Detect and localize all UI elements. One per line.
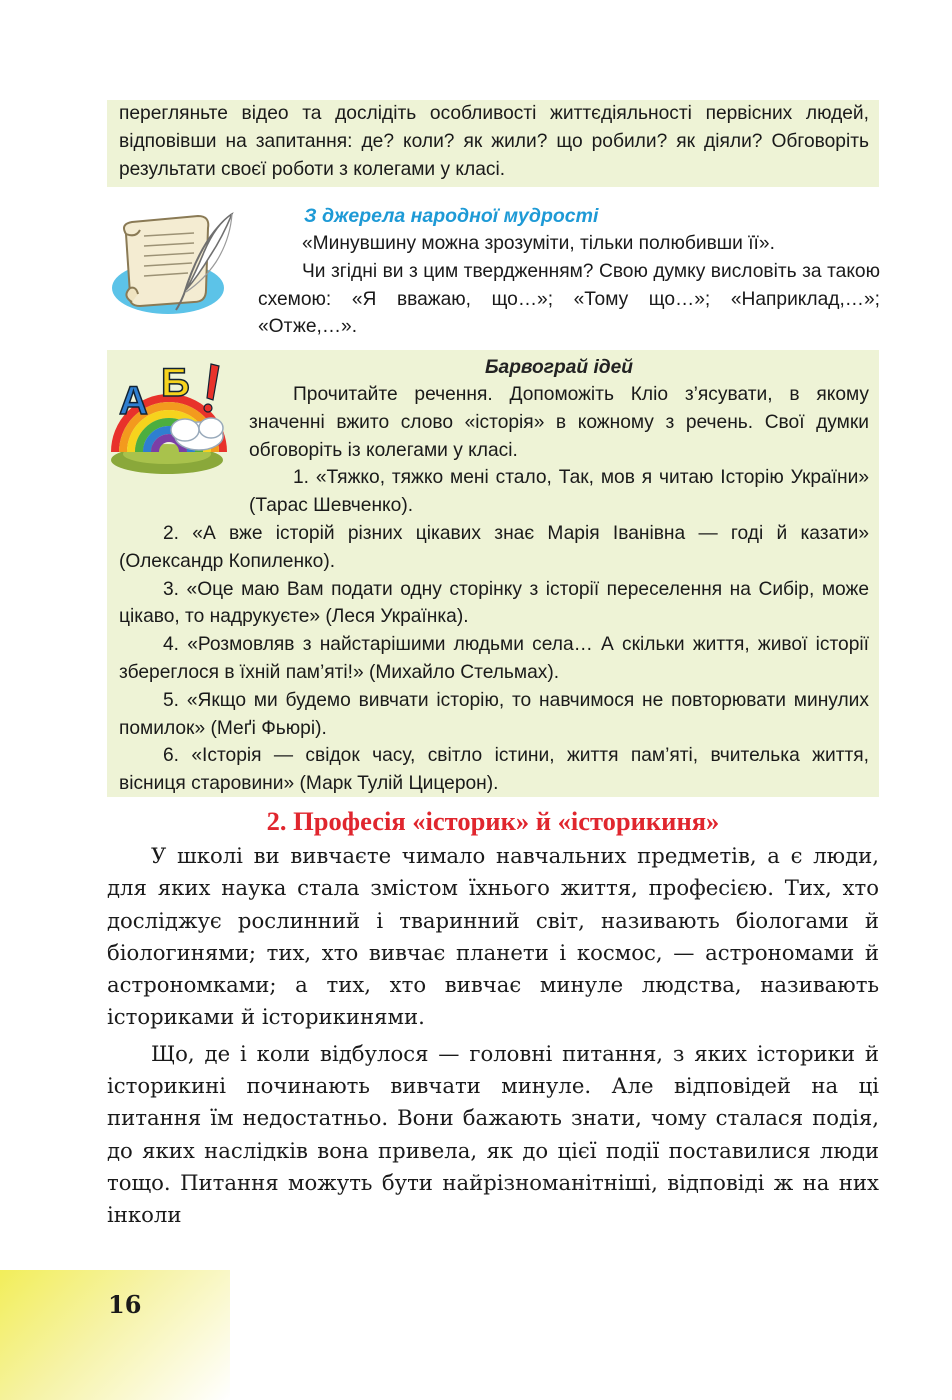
ideas-box: [107, 350, 879, 797]
quote-item: 5. «Якщо ми будемо вивчати історію, то навчимося не повторювати минулих помилок» (Меґі Фьюрі).: [119, 689, 869, 739]
letter-a: А: [119, 379, 148, 423]
ideas-intro: Прочитайте речення. Допоможіть Кліо з’ясувати, в якому значенні вжито слово «історія» в кожному з речень. Свої думки обговоріть із колегами у класі.: [249, 384, 869, 461]
wisdom-task: Чи згідні ви з цим твердженням? Свою думку висловіть за такою схемою: «Я вважаю, що…»; «Тому що…»; «Наприклад,…»; «Отже,…».: [258, 260, 880, 338]
body-paragraph: Що, де і коли відбулося — головні питання, з яких історики й історикині починають вивчати минуле. Але відповідей на ці питання їм недостатньо. Вони бажають знати, чому сталася подія, до яких наслідків вона привела, як до цієї події поставилися люди тощо. Питання можуть бути найрізноманітніші, відповіді ж на них інколи: [107, 1040, 879, 1228]
page-number: 16: [108, 1290, 142, 1319]
quote-item: 4. «Розмовляв з найстарішими людьми села… А скільки життя, живої історії збереглося в їхній пам’яті!» (Михайло Стельмах).: [119, 634, 869, 683]
quote-item: 2. «А вже історій різних цікавих знає Марія Іванівна — годі й казати» (Олександр Копиленко).: [119, 522, 869, 572]
intro-box: [107, 100, 879, 187]
quote-item: 3. «Оце маю Вам подати одну сторінку з історії переселення на Сибір, може цікаво, то надрукуєте» (Леся Українка).: [119, 578, 869, 628]
scroll-and-quill-icon: [106, 206, 246, 326]
ideas-heading: Барвограй ідей: [484, 357, 634, 378]
wisdom-quote: «Минувшину можна зрозуміти, тільки полюбивши її».: [302, 233, 775, 254]
alphabet-rainbow-icon: [107, 356, 237, 474]
quote-item: 6. «Історія — свідок часу, світло істини, життя пам’яті, вчителька життя, вісниця старовини» (Марк Тулій Цицерон).: [119, 745, 869, 795]
intro-text: перегляньте відео та дослідіть особливості життєдіяльності первісних людей, відповівши на запитання: де? коли? як жили? що робили? як діяли? Обговоріть результати своєї роботи з колегами у класі.: [119, 103, 869, 180]
section-title: 2. Професія «історик» й «історикиня»: [266, 806, 720, 836]
wisdom-block: [258, 203, 880, 341]
letter-b: Б: [161, 361, 190, 405]
wisdom-heading: З джерела народної мудрості: [304, 205, 599, 227]
section-body: [107, 840, 879, 1232]
quote-item: 1. «Тяжко, тяжко мені стало, Так, мов я читаю Історію України» (Тарас Шевченко).: [249, 467, 869, 517]
body-paragraph: У школі ви вивчаєте чимало навчальних предметів, а є люди, для яких наука стала змістом їхнього життя, професією. Тих, хто досліджує рослинний і тваринний світ, називають біологами й біологинями; тих, хто вивчає планети і космос, — астрономами й астрономками; а тих, хто вивчає минуле людства, називають істориками й історикинями.: [107, 843, 879, 1030]
